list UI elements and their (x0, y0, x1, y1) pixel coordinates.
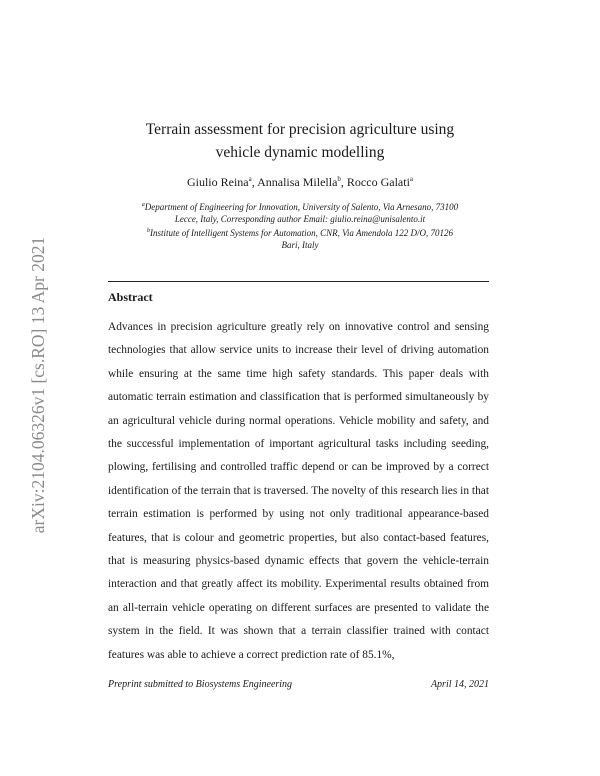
author-affil-mark: a (409, 175, 414, 183)
affiliation-line: Institute of Intelligent Systems for Automation, CNR, Via Amendola 122 D/O, 70126 (150, 228, 453, 238)
arxiv-identifier-stamp (20, 200, 56, 570)
author-affil-mark: b (337, 175, 341, 183)
affiliation-b (106, 225, 494, 251)
affiliation-line: Bari, Italy (281, 240, 319, 250)
affiliation-mark: b (147, 228, 150, 234)
author-affil-mark: a (248, 175, 252, 183)
author-name: Annalisa Milella (257, 175, 338, 189)
arxiv-identifier-text: arXiv:2104.06326v1 [cs.RO] 13 Apr 2021 (28, 236, 48, 534)
affiliations (106, 199, 494, 251)
author-list: Giulio Reina$^a$, Annalisa Milella$^b$, Rocco Galati$^a$ (186, 175, 414, 189)
abstract-body: Advances in precision agriculture greatly rely on innovative control and sensing technologies that allow service units to increase their level of driving automation while ensuring at the same time high safety standards. This paper deals with automatic terrain estimation and classification that is performed simultaneously by an agricultural vehicle during normal operations. Vehicle mobility and safety, and the successful implementation of important agricultural tasks including seeding, plowing, fertilising and controlled traffic depend or can be improved by a correct identification of the terrain that is traversed. The novelty of this research lies in that terrain estimation is performed by using not only traditional appearance-based features, that is colour and geometric properties, but also contact-based features, that is measuring physics-based dynamic effects that govern the vehicle-terrain interaction and that greatly affect its mobility. Experimental results obtained from an all-terrain vehicle operating on different surfaces are presented to validate the system in the field. It was shown that a terrain classifier trained with contact features was able to achieve a correct prediction rate of 85.1%, (108, 321, 489, 661)
affiliation-line: Lecce, Italy, Corresponding author Email: giulio.reina@unisalento.it (174, 214, 426, 224)
author-name: Giulio Reina (186, 175, 249, 189)
footer-preprint-note: Preprint submitted to Biosystems Engineering (108, 679, 293, 690)
author-name: Rocco Galati (346, 175, 410, 189)
abstract-top-rule (108, 281, 489, 282)
footer-date: April 14, 2021 (430, 679, 489, 690)
affiliation-mark: a (141, 202, 145, 208)
paper-title (110, 118, 490, 164)
title-line-1: Terrain assessment for precision agriculture using (145, 121, 455, 138)
affiliation-line: Department of Engineering for Innovation, University of Salento, Via Arnesano, 73100 (144, 202, 459, 212)
affiliation-a (106, 199, 494, 225)
abstract-heading: Abstract (108, 290, 153, 304)
title-line-2: vehicle dynamic modelling (215, 144, 385, 161)
